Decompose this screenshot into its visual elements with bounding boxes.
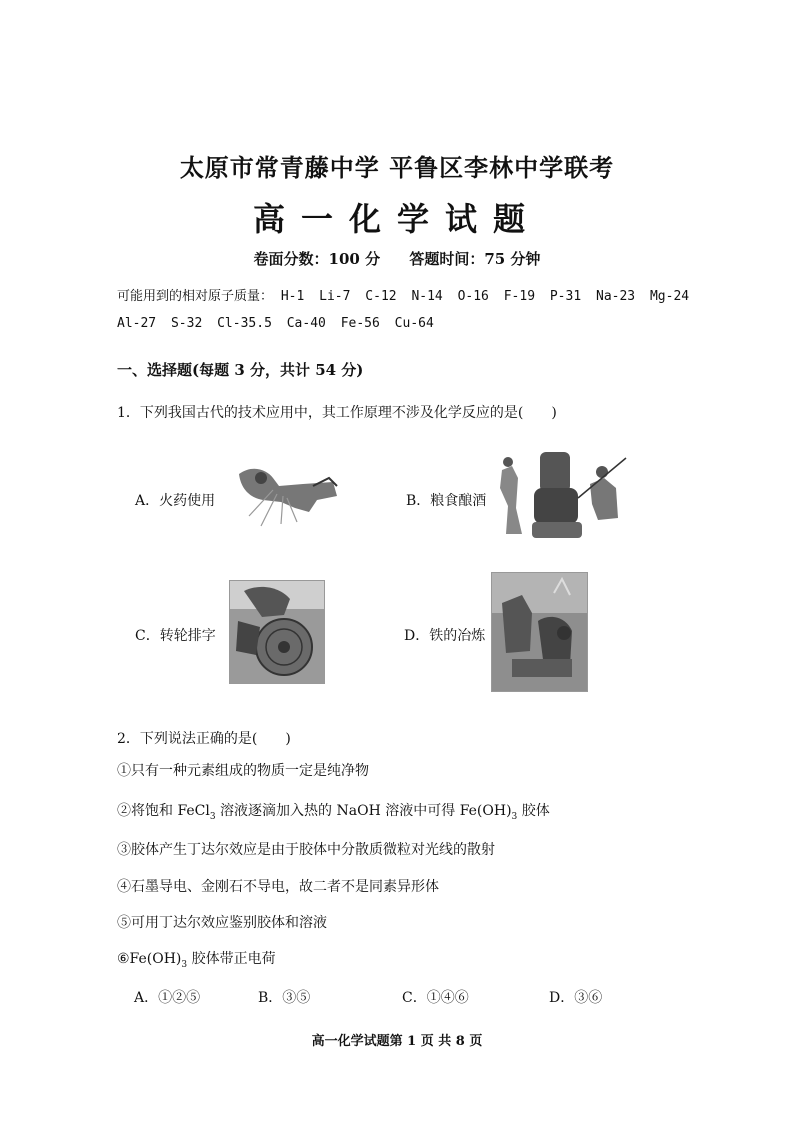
q2-answer-a: A．①②⑤ — [134, 990, 201, 1006]
q2-answer-d: D．③⑥ — [549, 990, 603, 1006]
question-1-stem: 1．下列我国古代的技术应用中，其工作原理不涉及化学反应的是( ) — [117, 405, 557, 421]
q1-option-d: D．铁的冶炼 — [404, 628, 486, 644]
atomic-mass: Cu-64 — [394, 316, 434, 331]
school-title: 太原市常青藤中学 平鲁区李林中学联考 — [179, 153, 615, 182]
page-footer: 高一化学试题第 1 页 共 8 页 — [311, 1034, 483, 1049]
q2-statement-5: ⑤可用丁达尔效应鉴别胶体和溶液 — [117, 915, 327, 931]
atomic-mass: S-32 — [170, 316, 203, 331]
atomic-mass: F-19 — [503, 289, 536, 304]
exam-title: 高一化学试题 — [252, 200, 541, 238]
atomic-mass: O-16 — [457, 289, 489, 304]
q1-option-b: B．粮食酿酒 — [406, 493, 487, 509]
q2-statement-3: ③胶体产生丁达尔效应是由于胶体中分散质微粒对光线的散射 — [117, 842, 495, 858]
atomic-mass: Na-23 — [596, 289, 636, 304]
q2-answer-b: B．③⑤ — [258, 990, 311, 1006]
atomic-mass: Li-7 — [319, 289, 351, 304]
exam-meta — [0, 248, 794, 269]
atomic-mass: H-1 — [280, 289, 305, 304]
gunpowder-image — [233, 460, 345, 530]
question-2-stem: 2．下列说法正确的是( ) — [117, 731, 291, 747]
atomic-masses-line-2 — [117, 316, 441, 331]
statement-text: 胶体带正电荷 — [187, 951, 276, 967]
atomic-mass: Ca-40 — [286, 316, 326, 331]
q1-option-c: C．转轮排字 — [135, 628, 216, 644]
atomic-mass: P-31 — [549, 289, 582, 304]
subscript: 3 — [181, 959, 188, 970]
statement-text: ⑥Fe(OH) — [117, 951, 182, 967]
atomic-masses-line-1 — [117, 285, 696, 304]
brewing-image — [494, 448, 628, 542]
atomic-mass: Al-27 — [117, 316, 157, 331]
statement-text: ②将饱和 FeCl — [117, 803, 210, 819]
atomic-mass: Fe-56 — [340, 316, 380, 331]
iron-smelting-image — [491, 572, 588, 692]
atomic-mass: Cl-35.5 — [217, 316, 272, 331]
subscript: 3 — [209, 811, 216, 822]
section-heading: 一、选择题(每题 3 分，共计 54 分) — [117, 361, 364, 379]
score-info: 卷面分数：100 分 — [253, 250, 381, 268]
q2-statement-1: ①只有一种元素组成的物质一定是纯净物 — [117, 763, 369, 779]
subscript: 3 — [511, 811, 518, 822]
time-info: 答题时间：75 分钟 — [409, 250, 541, 268]
atomic-mass: C-12 — [365, 289, 397, 304]
statement-text: 溶液逐滴加入热的 NaOH 溶液中可得 Fe(OH) — [215, 803, 512, 819]
statement-text: 胶体 — [517, 803, 550, 819]
q2-statement-2 — [117, 800, 550, 822]
q2-statement-4: ④石墨导电、金刚石不导电，故二者不是同素异形体 — [117, 879, 439, 895]
atomic-mass: N-14 — [411, 289, 443, 304]
q2-statement-6 — [117, 948, 276, 970]
q1-option-a: A．火药使用 — [135, 493, 216, 509]
type-wheel-image — [229, 580, 325, 684]
q2-answer-c: C．①④⑥ — [402, 990, 469, 1006]
atomic-mass: Mg-24 — [649, 289, 690, 304]
atomic-masses-label: 可能用到的相对原子质量： — [117, 289, 274, 304]
